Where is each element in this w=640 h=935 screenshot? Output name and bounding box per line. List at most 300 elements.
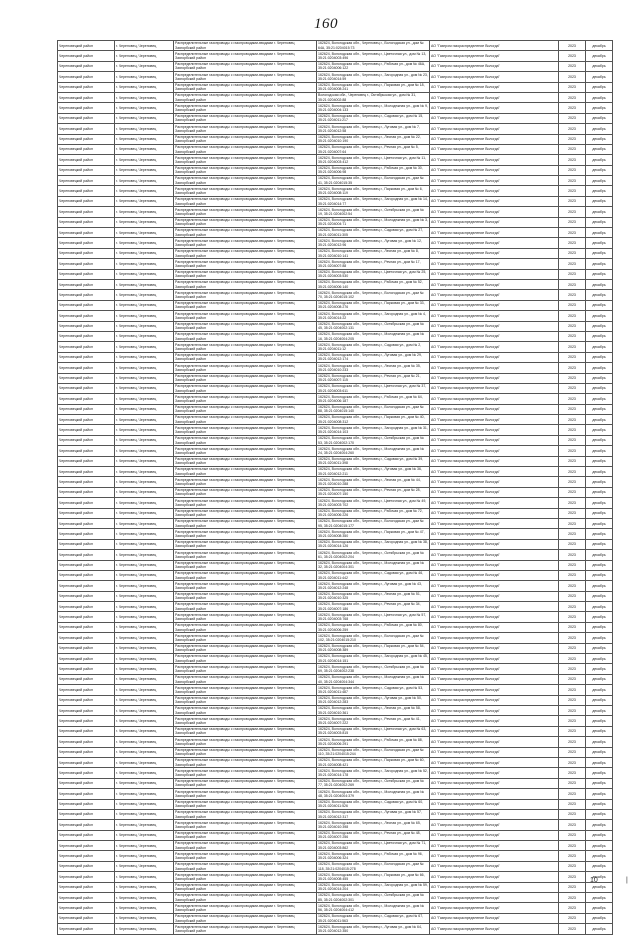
organization-cell: АО "Газпром газораспределение Вологда" — [430, 331, 559, 341]
table-row — [58, 61, 613, 71]
month-cell: декабрь — [586, 664, 613, 674]
year-cell: 2023 — [559, 851, 586, 861]
table-row — [58, 373, 613, 383]
address-cell: 162624, Вологодская обл., Череповец г., Луговая ул., дом № 12, 35:21:0204012:96 — [317, 238, 430, 248]
object-cell: Распределительные газопроводы с газопроводами-вводами г. Череповец Заягорбский район — [174, 404, 317, 414]
locality-cell: г. Череповец, Череповец — [115, 820, 174, 830]
month-cell: декабрь — [586, 498, 613, 508]
object-cell: Распределительные газопроводы с газопроводами-вводами г. Череповец Заягорбский район — [174, 643, 317, 653]
organization-cell: АО "Газпром газораспределение Вологда" — [430, 570, 559, 580]
table-row — [58, 799, 613, 809]
year-cell: 2023 — [559, 144, 586, 154]
organization-cell: АО "Газпром газораспределение Вологда" — [430, 674, 559, 684]
address-cell: 162624, Вологодская обл., Череповец г., Садовая ул., дом № 27, 35:21:0204011:305 — [317, 228, 430, 238]
month-cell: декабрь — [586, 165, 613, 175]
locality-cell: г. Череповец, Череповец — [115, 633, 174, 643]
locality-cell: г. Череповец, Череповец — [115, 248, 174, 258]
locality-cell: г. Череповец, Череповец — [115, 134, 174, 144]
table-row — [58, 550, 613, 560]
locality-cell: г. Череповец, Череповец — [115, 61, 174, 71]
month-cell: декабрь — [586, 92, 613, 102]
organization-cell: АО "Газпром газораспределение Вологда" — [430, 602, 559, 612]
locality-cell: г. Череповец, Череповец — [115, 72, 174, 82]
month-cell: декабрь — [586, 446, 613, 456]
district-cell: Череповецкий район — [58, 290, 115, 300]
year-cell: 2023 — [559, 300, 586, 310]
object-cell: Распределительные газопроводы с газопроводами-вводами г. Череповец Заягорбский район — [174, 861, 317, 871]
district-cell: Череповецкий район — [58, 737, 115, 747]
locality-cell: г. Череповец, Череповец — [115, 217, 174, 227]
year-cell: 2023 — [559, 477, 586, 487]
month-cell: декабрь — [586, 685, 613, 695]
object-cell: Распределительные газопроводы с газопроводами-вводами г. Череповец Заягорбский район — [174, 124, 317, 134]
organization-cell: АО "Газпром газораспределение Вологда" — [430, 456, 559, 466]
month-cell: декабрь — [586, 383, 613, 393]
address-cell: 162624, Вологодская обл., Череповец г., Загородная ул., дом № 31, 35:21:0204014:103 — [318, 425, 428, 435]
table-row — [58, 924, 613, 934]
year-cell: 2023 — [559, 165, 586, 175]
district-cell: Череповецкий район — [58, 113, 115, 123]
district-cell: Череповецкий район — [58, 435, 115, 445]
address-cell: Вологодская обл., Череповец г., Октябрьская ул., дом № 31, 35:21:0204002:88 — [317, 92, 430, 102]
month-cell: декабрь — [586, 602, 613, 612]
month-cell: декабрь — [586, 716, 613, 726]
organization-cell: АО "Газпром газораспределение Вологда" — [430, 435, 559, 445]
table-row — [58, 685, 613, 695]
table-row — [58, 144, 613, 154]
address-cell: 162624, Вологодская обл., Череповец г., Вологодская ул., дом № 95, 35:21:0204015:177 — [317, 518, 430, 528]
organization-cell: АО "Газпром газораспределение Вологда" — [430, 820, 559, 830]
district-cell: Череповецкий район — [58, 664, 115, 674]
address-cell: 162624, Вологодская обл., Череповец г., Загородная ул., дом № 4, 35:21:0204014:22 — [317, 311, 430, 321]
object-cell: Распределительные газопроводы с газопроводами-вводами г. Череповец Заягорбский район — [174, 228, 317, 238]
year-cell: 2023 — [559, 425, 586, 435]
year-cell: 2023 — [559, 612, 586, 622]
year-cell: 2023 — [559, 913, 586, 923]
district-cell: Череповецкий район — [58, 92, 115, 102]
table-row — [58, 467, 613, 477]
object-cell: Распределительные газопроводы с газопроводами-вводами г. Череповец Заягорбский район — [174, 664, 317, 674]
address-cell: 162624, Вологодская обл., Череповец г., Октябрьская ул., дом № 53, 35:21:0204002:170 — [317, 435, 430, 445]
month-cell: декабрь — [586, 331, 613, 341]
year-cell: 2023 — [559, 903, 586, 913]
address-cell: 162624, Вологодская обл., Череповец г., Садовая ул., дом № 39, 35:21:0204011:398 — [317, 456, 430, 466]
table-row — [58, 207, 613, 217]
district-cell: Череповецкий район — [58, 352, 115, 362]
organization-cell: АО "Газпром газораспределение Вологда" — [430, 560, 559, 570]
organization-cell: АО "Газпром газораспределение Вологда" — [430, 61, 559, 71]
object-cell: Распределительные газопроводы с газопроводами-вводами г. Череповец Заягорбский район — [174, 716, 317, 726]
district-cell: Череповецкий район — [58, 269, 115, 279]
year-cell: 2023 — [559, 778, 586, 788]
locality-cell: г. Череповец, Череповец — [115, 581, 174, 591]
organization-cell: АО "Газпром газораспределение Вологда" — [430, 279, 559, 289]
year-cell: 2023 — [559, 196, 586, 206]
year-cell: 2023 — [559, 404, 586, 414]
district-cell: Череповецкий район — [58, 830, 115, 840]
object-cell: Распределительные газопроводы с газопроводами-вводами г. Череповец Заягорбский район — [174, 903, 317, 913]
locality-cell: г. Череповец, Череповец — [115, 165, 174, 175]
district-cell: Череповецкий район — [58, 207, 115, 217]
organization-cell: АО "Газпром газораспределение Вологда" — [430, 893, 559, 903]
object-cell: Распределительные газопроводы с газопроводами-вводами г. Череповец Заягорбский район — [174, 602, 317, 612]
year-cell: 2023 — [559, 311, 586, 321]
district-cell: Череповецкий район — [58, 570, 115, 580]
address-cell: 162624, Вологодская обл., Череповец г., Парковая ул., дом № 66, 35:21:0204008:455 — [317, 872, 430, 882]
table-row — [58, 529, 613, 539]
locality-cell: г. Череповец, Череповец — [115, 602, 174, 612]
district-cell: Череповецкий район — [58, 72, 115, 82]
address-cell: 162624, Вологодская обл., Череповец г., Лесная ул., дом № 58, 35:21:0204010:361 — [317, 706, 430, 716]
object-cell: Распределительные газопроводы с газопроводами-вводами г. Череповец Заягорбский район — [174, 487, 317, 497]
object-cell: Распределительные газопроводы с газопроводами-вводами г. Череповец Заягорбский район — [174, 331, 317, 341]
address-cell: 162624, Вологодская обл., Череповец г., Садовая ул., дом № 67, 35:21:0204011:563 — [317, 913, 430, 923]
locality-cell: г. Череповец, Череповец — [115, 404, 174, 414]
table-row — [58, 591, 613, 601]
district-cell: Череповецкий район — [58, 924, 115, 934]
month-cell: декабрь — [586, 363, 613, 373]
object-cell: Распределительные газопроводы с газопроводами-вводами г. Череповец Заягорбский район — [174, 279, 317, 289]
locality-cell: г. Череповец, Череповец — [115, 560, 174, 570]
year-cell: 2023 — [559, 186, 586, 196]
district-cell: Череповецкий район — [58, 61, 115, 71]
address-cell: 162624, Вологодская обл., Череповец г., Лесная ул., дом № 22, 35:21:0204010:190 — [317, 134, 430, 144]
month-cell: декабрь — [586, 248, 613, 258]
year-cell: 2023 — [559, 861, 586, 871]
year-cell: 2023 — [559, 217, 586, 227]
address-cell: 162624, Вологодская обл., Череповец г., Загородная ул., дом № 59, 35:21:0204014:204 — [318, 883, 428, 892]
year-cell: 2023 — [559, 757, 586, 767]
address-cell: 162624, Вологодская обл., Череповец г., Рабочая ул., дом № 88, 35:21:0204006:291 — [317, 737, 430, 747]
table-row — [58, 716, 613, 726]
month-cell: декабрь — [586, 82, 613, 92]
month-cell: декабрь — [586, 768, 613, 778]
organization-cell: АО "Газпром газораспределение Вологда" — [430, 591, 559, 601]
locality-cell: г. Череповец, Череповец — [115, 373, 174, 383]
organization-cell: АО "Газпром газораспределение Вологда" — [430, 789, 559, 799]
table-row — [58, 633, 613, 643]
object-cell: Распределительные газопроводы с газопроводами-вводами г. Череповец Заягорбский район — [174, 363, 317, 373]
table-row — [58, 861, 613, 871]
address-cell: 162624, Вологодская обл., Череповец г., Луговая ул., дом № 50, 35:21:0204012:283 — [317, 695, 430, 705]
locality-cell: г. Череповец, Череповец — [115, 425, 174, 435]
month-cell: декабрь — [586, 529, 613, 539]
month-cell: декабрь — [586, 113, 613, 123]
organization-cell: АО "Газпром газораспределение Вологда" — [430, 467, 559, 477]
month-cell: декабрь — [586, 508, 613, 518]
year-cell: 2023 — [559, 539, 586, 549]
table-row — [58, 695, 613, 705]
object-cell: Распределительные газопроводы с газопроводами-вводами г. Череповец Заягорбский район — [174, 799, 317, 809]
organization-cell: АО "Газпром газораспределение Вологда" — [430, 924, 559, 934]
object-cell: Распределительные газопроводы с газопроводами-вводами г. Череповец Заягорбский район — [174, 830, 317, 840]
district-cell: Череповецкий район — [58, 768, 115, 778]
organization-cell: АО "Газпром газораспределение Вологда" — [430, 51, 559, 61]
address-cell: 162624, Вологодская обл., Череповец г., Вологодская ул., дом № 118, 35:21:0204015:278 — [317, 861, 430, 871]
year-cell: 2023 — [559, 695, 586, 705]
month-cell: декабрь — [586, 882, 613, 892]
district-cell: Череповецкий район — [58, 820, 115, 830]
address-cell: 162624, Вологодская обл., Череповец г., Речная ул., дом № 5, 35:21:0204007:64 — [317, 144, 430, 154]
address-cell: 162624, Вологодская обл., Череповец г., Цветочная ул., дом № 25, 35:21:0204003:530 — [317, 269, 430, 279]
organization-cell: АО "Газпром газораспределение Вологда" — [430, 446, 559, 456]
locality-cell: г. Череповец, Череповец — [115, 913, 174, 923]
year-cell: 2023 — [559, 415, 586, 425]
address-cell: 162624, Вологодская обл., Череповец г., Цветочная ул., дом № 49, 35:21:0204003:702 — [317, 498, 430, 508]
table-row — [58, 757, 613, 767]
address-cell: 162624, Вологодская обл., Череповец г., Садовая ул., дом № 2, 35:21:0204011:12 — [317, 342, 430, 352]
table-row — [58, 456, 613, 466]
month-cell: декабрь — [586, 487, 613, 497]
locality-cell: г. Череповец, Череповец — [115, 196, 174, 206]
locality-cell: г. Череповец, Череповец — [115, 643, 174, 653]
year-cell: 2023 — [559, 321, 586, 331]
district-cell: Череповецкий район — [58, 550, 115, 560]
object-cell: Распределительные газопроводы с газопроводами-вводами г. Череповец Заягорбский район — [174, 674, 317, 684]
locality-cell: г. Череповец, Череповец — [115, 82, 174, 92]
month-cell: декабрь — [586, 228, 613, 238]
table-row — [58, 331, 613, 341]
locality-cell: г. Череповец, Череповец — [115, 612, 174, 622]
address-cell: 162624, Вологодская обл., Череповец г., Цветочная ул., дом № 63, 35:21:0204003:815 — [317, 726, 430, 736]
object-cell: Распределительные газопроводы с газопроводами-вводами г. Череповец Заягорбский район — [174, 383, 317, 393]
district-cell: Череповецкий район — [58, 757, 115, 767]
organization-cell: АО "Газпром газораспределение Вологда" — [430, 757, 559, 767]
table-row — [58, 425, 613, 435]
year-cell: 2023 — [559, 820, 586, 830]
locality-cell: г. Череповец, Череповец — [115, 809, 174, 819]
table-row — [58, 477, 613, 487]
address-cell: 162624, Вологодская обл., Череповец г., Вологодская ул., дом № 102, 35:21:0204015:210 — [317, 633, 430, 643]
address-cell: 162624, Вологодская обл., Череповец г., Загородная ул., дом № 38, 35:21:0204014:126 — [318, 540, 428, 549]
table-row — [58, 321, 613, 331]
object-cell: Распределительные газопроводы с газопроводами-вводами г. Череповец Заягорбский район — [174, 41, 317, 51]
address-cell: 162624, Вологодская обл., Череповец г., Парковая ул., дом № 54, 35:21:0204008:389 — [317, 643, 430, 653]
month-cell: декабрь — [586, 612, 613, 622]
table-row — [58, 435, 613, 445]
organization-cell: АО "Газпром газораспределение Вологда" — [430, 498, 559, 508]
table-row — [58, 654, 613, 664]
object-cell: Распределительные газопроводы с газопроводами-вводами г. Череповец Заягорбский район — [174, 196, 317, 206]
table-row — [58, 706, 613, 716]
year-cell: 2023 — [559, 342, 586, 352]
year-cell: 2023 — [559, 259, 586, 269]
address-cell: 162624, Вологодская обл., Череповец г., Речная ул., дом № 48, 35:21:0204007:256 — [317, 830, 430, 840]
month-cell: декабрь — [586, 747, 613, 757]
year-cell: 2023 — [559, 508, 586, 518]
table-row — [58, 602, 613, 612]
district-cell: Череповецкий район — [58, 228, 115, 238]
organization-cell: АО "Газпром газораспределение Вологда" — [430, 809, 559, 819]
month-cell: декабрь — [586, 238, 613, 248]
address-cell: 162624, Вологодская обл., Череповец г., Цветочная ул., дом № 11, 35:21:0204003:412 — [317, 155, 430, 165]
month-cell: декабрь — [586, 207, 613, 217]
object-cell: Распределительные газопроводы с газопроводами-вводами г. Череповец Заягорбский район — [174, 685, 317, 695]
year-cell: 2023 — [559, 726, 586, 736]
year-cell: 2023 — [559, 487, 586, 497]
year-cell: 2023 — [559, 809, 586, 819]
locality-cell: г. Череповец, Череповец — [115, 435, 174, 445]
table-row — [58, 352, 613, 362]
locality-cell: г. Череповец, Череповец — [115, 321, 174, 331]
month-cell: декабрь — [586, 269, 613, 279]
district-cell: Череповецкий район — [58, 279, 115, 289]
year-cell: 2023 — [559, 269, 586, 279]
organization-cell: АО "Газпром газораспределение Вологда" — [430, 72, 559, 82]
district-cell: Череповецкий район — [58, 487, 115, 497]
locality-cell: г. Череповец, Череповец — [115, 518, 174, 528]
object-cell: Распределительные газопроводы с газопроводами-вводами г. Череповец Заягорбский район — [174, 778, 317, 788]
table-row — [58, 539, 613, 549]
object-cell: Распределительные газопроводы с газопроводами-вводами г. Череповец Заягорбский район — [174, 550, 317, 560]
table-row — [58, 778, 613, 788]
locality-cell: г. Череповец, Череповец — [115, 550, 174, 560]
locality-cell: г. Череповец, Череповец — [115, 331, 174, 341]
locality-cell: г. Череповец, Череповец — [115, 228, 174, 238]
organization-cell: АО "Газпром газораспределение Вологда" — [430, 238, 559, 248]
district-cell: Череповецкий район — [58, 144, 115, 154]
locality-cell: г. Череповец, Череповец — [115, 124, 174, 134]
locality-cell: г. Череповец, Череповец — [115, 674, 174, 684]
locality-cell: г. Череповец, Череповец — [115, 851, 174, 861]
organization-cell: АО "Газпром газораспределение Вологда" — [430, 342, 559, 352]
address-cell: 162624, Вологодская обл., Череповец г., Октябрьская ул., дом № 69, 35:21:0204002:238 — [317, 664, 430, 674]
year-cell: 2023 — [559, 363, 586, 373]
month-cell: декабрь — [586, 757, 613, 767]
object-cell: Распределительные газопроводы с газопроводами-вводами г. Череповец Заягорбский район — [174, 321, 317, 331]
address-cell: 162624, Вологодская обл., Череповец г., Вологодская ул., дом № 110, 35:21:0204015:244 — [317, 747, 430, 757]
locality-cell: г. Череповец, Череповец — [115, 51, 174, 61]
address-cell: 162624, Вологодская обл., Череповец г., Рабочая ул., дом № 46А, 35:21:0204006:122 — [317, 61, 430, 71]
organization-cell: АО "Газпром газораспределение Вологда" — [430, 425, 559, 435]
page-number: 160 — [314, 16, 338, 32]
object-cell: Распределительные газопроводы с газопроводами-вводами г. Череповец Заягорбский район — [174, 435, 317, 445]
year-cell: 2023 — [559, 560, 586, 570]
object-cell: Распределительные газопроводы с газопроводами-вводами г. Череповец Заягорбский район — [174, 425, 317, 435]
table-row — [58, 176, 613, 186]
month-cell: декабрь — [586, 321, 613, 331]
year-cell: 2023 — [559, 435, 586, 445]
address-cell: 162624, Вологодская обл., Череповец г., Молодежная ул., дом № 56, 35:21:0204004:412 — [317, 903, 430, 913]
locality-cell: г. Череповец, Череповец — [115, 103, 174, 113]
address-cell: 162624, Вологодская обл., Череповец г., Молодежная ул., дом № 9, 35:21:0204004:133 — [318, 103, 428, 113]
address-cell: 162624, Вологодская обл., Череповец г., Октябрьская ул., дом № 85, 35:21:0204002:301 — [317, 893, 430, 903]
month-cell: декабрь — [586, 394, 613, 404]
year-cell: 2023 — [559, 331, 586, 341]
year-cell: 2023 — [559, 467, 586, 477]
address-cell: 162624, Вологодская обл., Череповец г., Вологодская ул., дом № 70, 35:21:0204015:102 — [317, 290, 430, 300]
organization-cell: АО "Газпром газораспределение Вологда" — [430, 248, 559, 258]
district-cell: Череповецкий район — [58, 425, 115, 435]
locality-cell: г. Череповец, Череповец — [115, 685, 174, 695]
year-cell: 2023 — [559, 498, 586, 508]
district-cell: Череповецкий район — [58, 539, 115, 549]
organization-cell: АО "Газпром газораспределение Вологда" — [430, 861, 559, 871]
object-cell: Распределительные газопроводы с газопроводами-вводами г. Череповец Заягорбский район — [174, 633, 317, 643]
table-row — [58, 92, 613, 102]
organization-cell: АО "Газпром газораспределение Вологда" — [430, 228, 559, 238]
address-cell: 162624, Вологодская обл., Череповец г., Октябрьская ул., дом № 77, 35:21:0204002:269 — [317, 778, 430, 788]
locality-cell: г. Череповец, Череповец — [115, 300, 174, 310]
district-cell: Череповецкий район — [58, 789, 115, 799]
object-cell: Распределительные газопроводы с газопроводами-вводами г. Череповец Заягорбский район — [174, 217, 317, 227]
locality-cell: г. Череповец, Череповец — [115, 861, 174, 871]
table-row — [58, 165, 613, 175]
year-cell: 2023 — [559, 41, 586, 51]
district-cell: Череповецкий район — [58, 373, 115, 383]
district-cell: Череповецкий район — [58, 913, 115, 923]
district-cell: Череповецкий район — [58, 103, 115, 113]
district-cell: Череповецкий район — [58, 872, 115, 882]
object-cell: Распределительные газопроводы с газопроводами-вводами г. Череповец Заягорбский район — [174, 186, 317, 196]
table-row — [58, 82, 613, 92]
object-cell: Распределительные газопроводы с газопроводами-вводами г. Череповец Заягорбский район — [174, 342, 317, 352]
locality-cell: г. Череповец, Череповец — [115, 778, 174, 788]
month-cell: декабрь — [586, 861, 613, 871]
address-cell: 162624, Вологодская обл., Череповец г., Октябрьская ул., дом № 45, 35:21:0204002:131 — [317, 321, 430, 331]
locality-cell: г. Череповец, Череповец — [115, 716, 174, 726]
table-row — [58, 394, 613, 404]
district-cell: Череповецкий район — [58, 186, 115, 196]
organization-cell: АО "Газпром газораспределение Вологда" — [430, 913, 559, 923]
object-cell: Распределительные газопроводы с газопроводами-вводами г. Череповец Заягорбский район — [174, 622, 317, 632]
object-cell: Распределительные газопроводы с газопроводами-вводами г. Череповец Заягорбский район — [174, 539, 317, 549]
district-cell: Череповецкий район — [58, 404, 115, 414]
month-cell: декабрь — [586, 51, 613, 61]
locality-cell: г. Череповец, Череповец — [115, 539, 174, 549]
month-cell: декабрь — [586, 799, 613, 809]
table-row — [58, 737, 613, 747]
locality-cell: г. Череповец, Череповец — [115, 591, 174, 601]
district-cell: Череповецкий район — [58, 695, 115, 705]
year-cell: 2023 — [559, 113, 586, 123]
object-cell: Распределительные газопроводы с газопроводами-вводами г. Череповец Заягорбский район — [174, 809, 317, 819]
organization-cell: АО "Газпром газораспределение Вологда" — [430, 207, 559, 217]
month-cell: декабрь — [586, 591, 613, 601]
address-cell: 162624, Вологодская обл., Череповец г., Загородная ул., дом № 45, 35:21:0204014:151 — [318, 654, 428, 663]
object-cell: Распределительные газопроводы с газопроводами-вводами г. Череповец Заягорбский район — [174, 269, 317, 279]
district-cell: Череповецкий район — [58, 654, 115, 664]
address-cell: 162624, Вологодская обл., Череповец г., Цветочная ул., дом № 57, 35:21:0204003:768 — [317, 612, 430, 622]
organization-cell: АО "Газпром газораспределение Вологда" — [430, 124, 559, 134]
organization-cell: АО "Газпром газораспределение Вологда" — [430, 383, 559, 393]
locality-cell: г. Череповец, Череповец — [115, 622, 174, 632]
table-row — [58, 893, 613, 903]
locality-cell: г. Череповец, Череповец — [115, 487, 174, 497]
month-cell: декабрь — [586, 726, 613, 736]
year-cell: 2023 — [559, 155, 586, 165]
organization-cell: АО "Газпром газораспределение Вологда" — [430, 612, 559, 622]
year-cell: 2023 — [559, 602, 586, 612]
object-cell: Распределительные газопроводы с газопроводами-вводами г. Череповец Заягорбский район — [174, 841, 317, 851]
district-cell: Череповецкий район — [58, 196, 115, 206]
district-cell: Череповецкий район — [58, 508, 115, 518]
organization-cell: АО "Газпром газораспределение Вологда" — [430, 539, 559, 549]
district-cell: Череповецкий район — [58, 51, 115, 61]
district-cell: Череповецкий район — [58, 518, 115, 528]
year-cell: 2023 — [559, 207, 586, 217]
table-row — [58, 311, 613, 321]
object-cell: Распределительные газопроводы с газопроводами-вводами г. Череповец Заягорбский район — [174, 695, 317, 705]
address-cell: 162624, Вологодская обл., Череповец г., Речная ул., дом № 28, 35:21:0204007:150 — [317, 487, 430, 497]
table-row — [58, 612, 613, 622]
locality-cell: г. Череповец, Череповец — [115, 799, 174, 809]
organization-cell: АО "Газпром газораспределение Вологда" — [430, 685, 559, 695]
object-cell: Распределительные газопроводы с газопроводами-вводами г. Череповец Заягорбский район — [174, 820, 317, 830]
year-cell: 2023 — [559, 279, 586, 289]
object-cell: Распределительные газопроводы с газопроводами-вводами г. Череповец Заягорбский район — [174, 851, 317, 861]
month-cell: декабрь — [586, 196, 613, 206]
